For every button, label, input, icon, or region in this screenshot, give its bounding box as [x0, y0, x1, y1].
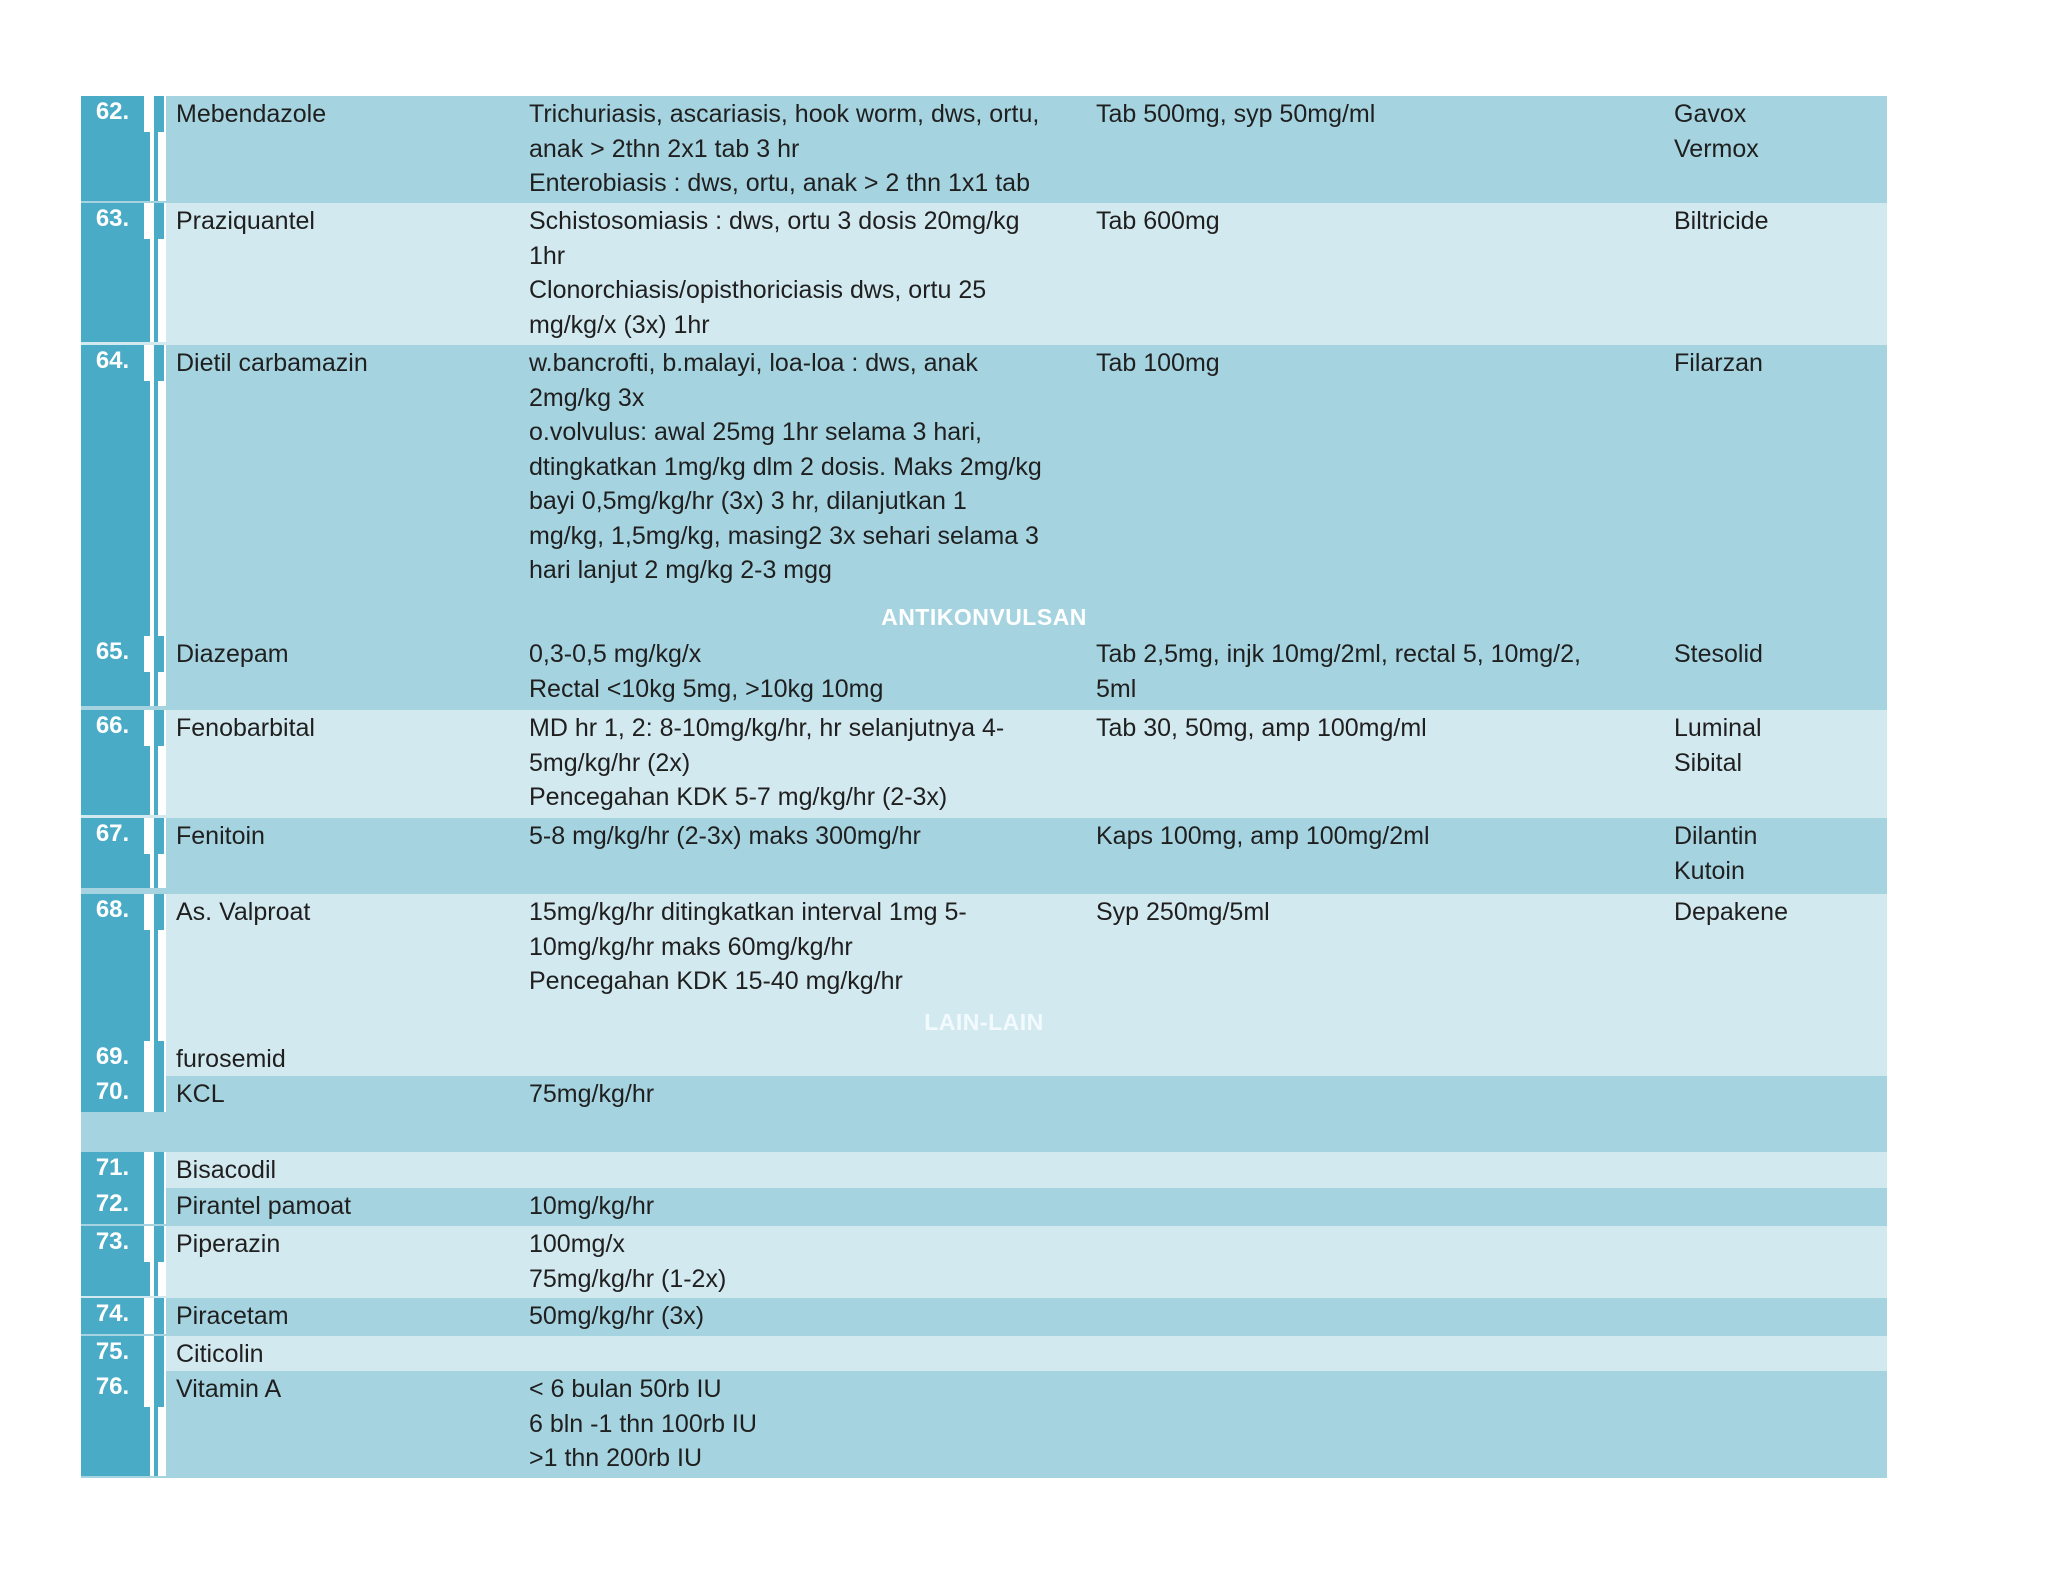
table-row — [81, 1371, 1887, 1478]
row-content — [81, 203, 1887, 342]
dosage-cell: < 6 bulan 50rb IU 6 bln -1 thn 100rb IU >1 thn 200rb IU — [529, 1375, 757, 1472]
brand-cell: Depakene — [1674, 898, 1788, 926]
row-content — [81, 96, 1887, 201]
row-number: 64. — [81, 345, 144, 636]
brand-cell — [1674, 1041, 1887, 1042]
dosage-cell: MD hr 1, 2: 8-10mg/kg/hr, hr selanjutnya 4- 5mg/kg/hr (2x) Pencegahan KDK 5-7 mg/kg/hr (2-3x) — [529, 714, 1005, 811]
row-number: 63. — [81, 203, 144, 342]
table-row — [81, 1152, 1887, 1188]
row-number: 73. — [81, 1226, 144, 1296]
brand-cell: Stesolid — [1674, 640, 1763, 668]
table-row — [81, 894, 1887, 1041]
preparation-cell — [1096, 1152, 1674, 1153]
preparation-cell — [1096, 1371, 1674, 1372]
brand-cell — [1674, 1298, 1887, 1299]
drug-name: Piperazin — [176, 1230, 281, 1258]
row-separator — [144, 1076, 166, 1112]
brand-cell — [1674, 1336, 1887, 1337]
table-row — [81, 710, 1887, 818]
dosage-cell: w.bancrofti, b.malayi, loa-loa : dws, anak 2mg/kg 3x o.volvulus: awal 25mg 1hr selama 3 hari, dtingkatkan 1mg/kg dlm 2 dosis. Maks 2mg/kg bayi 0,5mg/kg/hr (3x) 3 hr, dilanjutkan 1 mg/kg, 1,5mg/kg, masing2 3x sehari selama 3 hari lanjut 2 mg/kg 2-3 mgg — [529, 349, 1042, 584]
table-row — [81, 818, 1887, 894]
row-content — [81, 1298, 1887, 1334]
brand-cell — [1674, 1371, 1887, 1372]
row-separator — [144, 1298, 166, 1334]
dosage-cell: 75mg/kg/hr — [529, 1080, 655, 1108]
table-row — [81, 1076, 1887, 1152]
row-number: 65. — [81, 636, 144, 706]
row-separator — [144, 710, 166, 815]
table-row — [81, 1298, 1887, 1336]
brand-cell: Filarzan — [1674, 349, 1763, 377]
row-separator — [144, 345, 166, 636]
dosage-cell: 50mg/kg/hr (3x) — [529, 1302, 705, 1330]
preparation-cell: Tab 30, 50mg, amp 100mg/ml — [1096, 714, 1427, 742]
row-content — [81, 1226, 1887, 1296]
drug-name: Piracetam — [176, 1302, 289, 1330]
preparation-cell — [1096, 1041, 1674, 1042]
table-row — [81, 1226, 1887, 1298]
preparation-cell: Tab 600mg — [1096, 207, 1220, 235]
row-number: 67. — [81, 818, 144, 888]
dosage-cell: 100mg/x 75mg/kg/hr (1-2x) — [529, 1230, 727, 1293]
row-content — [81, 636, 1887, 706]
row-content — [81, 1152, 1887, 1188]
row-separator — [144, 96, 166, 201]
row-content — [81, 1041, 1887, 1077]
brand-cell — [1674, 1152, 1887, 1153]
row-number: 69. — [81, 1041, 144, 1077]
dosage-cell: 0,3-0,5 mg/kg/x Rectal <10kg 5mg, >10kg 10mg — [529, 640, 884, 703]
preparation-cell — [1096, 1226, 1674, 1227]
table-row — [81, 1336, 1887, 1371]
preparation-cell: Tab 500mg, syp 50mg/ml — [1096, 100, 1376, 128]
preparation-cell: Tab 2,5mg, injk 10mg/2ml, rectal 5, 10mg/2, 5ml — [1096, 640, 1581, 703]
row-number: 74. — [81, 1298, 144, 1334]
row-separator — [144, 1152, 166, 1188]
preparation-cell: Kaps 100mg, amp 100mg/2ml — [1096, 822, 1430, 850]
preparation-cell: Syp 250mg/5ml — [1096, 898, 1270, 926]
row-separator — [144, 1336, 166, 1372]
brand-cell — [1674, 1188, 1887, 1189]
brand-cell: Luminal Sibital — [1674, 714, 1762, 777]
brand-cell: Biltricide — [1674, 207, 1769, 235]
table-row — [81, 345, 1887, 636]
drug-name: Pirantel pamoat — [176, 1192, 352, 1220]
preparation-cell — [1096, 1298, 1674, 1299]
brand-cell — [1674, 1226, 1887, 1227]
drug-name: Citicolin — [176, 1340, 264, 1368]
preparation-cell — [1096, 1076, 1674, 1077]
row-separator — [144, 636, 166, 706]
table-row — [81, 1041, 1887, 1076]
row-content — [81, 1371, 1887, 1476]
row-number: 70. — [81, 1076, 144, 1112]
row-number: 71. — [81, 1152, 144, 1188]
row-separator — [144, 1041, 166, 1077]
table-row — [81, 96, 1887, 203]
dosage-cell — [529, 1041, 1096, 1042]
drug-name: Dietil carbamazin — [176, 349, 368, 377]
row-separator — [144, 1226, 166, 1296]
row-number: 68. — [81, 894, 144, 1041]
brand-cell: Dilantin Kutoin — [1674, 822, 1758, 885]
table-row — [81, 1188, 1887, 1226]
row-content — [81, 710, 1887, 815]
dosage-cell: 10mg/kg/hr — [529, 1192, 655, 1220]
row-number: 62. — [81, 96, 144, 201]
row-separator — [144, 894, 166, 1041]
drug-name: Vitamin A — [176, 1375, 282, 1403]
table-row — [81, 203, 1887, 345]
drug-name: Diazepam — [176, 640, 289, 668]
row-separator — [144, 818, 166, 888]
row-number: 75. — [81, 1336, 144, 1372]
row-content — [81, 1076, 1887, 1112]
dosage-cell: 5-8 mg/kg/hr (2-3x) maks 300mg/hr — [529, 822, 921, 850]
dosage-cell — [529, 1336, 1096, 1337]
row-separator — [144, 1371, 166, 1476]
preparation-cell: Tab 100mg — [1096, 349, 1220, 377]
drug-table — [81, 96, 1887, 1478]
row-content — [81, 818, 1887, 888]
table-row — [81, 636, 1887, 710]
row-content — [81, 345, 1887, 588]
drug-name: furosemid — [176, 1045, 286, 1073]
dosage-cell: 15mg/kg/hr ditingkatkan interval 1mg 5- 10mg/kg/hr maks 60mg/kg/hr Pencegahan KDK 15-40 mg/kg/hr — [529, 898, 967, 995]
row-number: 66. — [81, 710, 144, 815]
drug-name: Fenitoin — [176, 822, 265, 850]
row-content — [81, 1336, 1887, 1372]
row-number: 72. — [81, 1188, 144, 1224]
drug-name: Fenobarbital — [176, 714, 315, 742]
brand-cell: Gavox Vermox — [1674, 100, 1759, 163]
dosage-cell: Schistosomiasis : dws, ortu 3 dosis 20mg/kg 1hr Clonorchiasis/opisthoriciasis dws, ortu 25 mg/kg/x (3x) 1hr — [529, 207, 1020, 339]
section-heading: ANTIKONVULSAN — [881, 604, 1087, 630]
drug-name: Mebendazole — [176, 100, 327, 128]
row-separator — [144, 1188, 166, 1224]
row-number: 76. — [81, 1371, 144, 1476]
section-heading: LAIN-LAIN — [924, 1009, 1044, 1035]
row-content — [81, 894, 1887, 999]
drug-name: As. Valproat — [176, 898, 311, 926]
brand-cell — [1674, 1076, 1887, 1077]
drug-name: Bisacodil — [176, 1156, 277, 1184]
dosage-cell: Trichuriasis, ascariasis, hook worm, dws, ortu, anak > 2thn 2x1 tab 3 hr Enterobiasis : dws, ortu, anak > 2 thn 1x1 tab — [529, 100, 1040, 197]
preparation-cell — [1096, 1336, 1674, 1337]
drug-name: Praziquantel — [176, 207, 315, 235]
preparation-cell — [1096, 1188, 1674, 1189]
dosage-cell — [529, 1152, 1096, 1153]
drug-name: KCL — [176, 1080, 225, 1108]
row-content — [81, 1188, 1887, 1224]
row-separator — [144, 203, 166, 342]
